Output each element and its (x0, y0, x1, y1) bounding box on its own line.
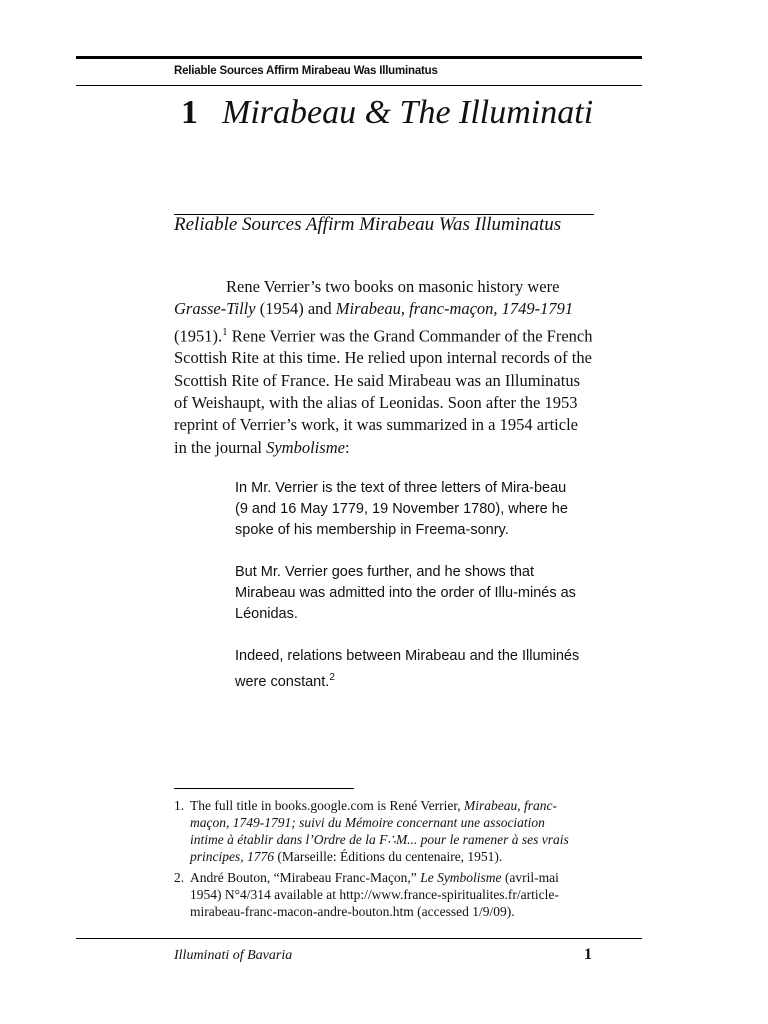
footnote-number: 2. (174, 870, 185, 885)
book-title-footer: Illuminati of Bavaria (174, 948, 293, 963)
section-title: Reliable Sources Affirm Mirabeau Was Illuminatus (174, 214, 562, 235)
footer-rule (76, 938, 642, 939)
quote-paragraph: Indeed, relations between Mirabeau and the Illuminés were constant. (235, 648, 580, 690)
footnote-text (190, 869, 582, 920)
chapter-title: Mirabeau & The Illuminati (222, 94, 594, 131)
top-rule (76, 56, 642, 59)
running-head: Reliable Sources Affirm Mirabeau Was Illuminatus (174, 65, 438, 77)
body-text: Rene Verrier’s two books on masonic history were (226, 277, 560, 296)
body-text: Rene Verrier was the Grand Commander of the French Scottish Rite at this time. He relied upon internal records of the Scottish Rite of France. He said Mirabeau was an Illuminatus of Weishaupt, with the alias of Leonidas. Soon after the 1953 reprint of Verrier’s work, it was summarized in a 1954 article in the journal (174, 326, 593, 457)
footnote-segment: (Marseille: Éditions du centenaire, 1951). (274, 849, 503, 864)
footnote (174, 797, 582, 865)
block-quote (235, 478, 580, 714)
page-number: 1 (584, 946, 592, 963)
journal-title: Symbolisme (266, 437, 345, 457)
footnote-number: 1. (174, 798, 185, 813)
footnote-segment: André Bouton, “Mirabeau Franc-Maçon,” (190, 870, 421, 885)
header-rule (76, 85, 642, 86)
body-text: : (344, 437, 350, 457)
footnote-rule (174, 788, 354, 789)
footnote-ref[interactable]: 1 (222, 325, 228, 338)
footnote-text (190, 797, 582, 865)
quote-paragraph: But Mr. Verrier goes further, and he shows that Mirabeau was admitted into the order of Illu-minés as Léonidas. (235, 564, 576, 622)
book-title: Grasse-Tilly (174, 299, 256, 319)
footnote-ref[interactable]: 2 (329, 672, 335, 683)
chapter-heading (181, 94, 593, 132)
quote-paragraph: In Mr. Verrier is the text of three letters of Mira-beau (9 and 16 May 1779, 19 November 1780), where he spoke of his membership in Freema-sonry. (235, 480, 568, 538)
body-text: (1951). (174, 326, 223, 346)
body-text: (1954) and (255, 299, 336, 319)
footnote-book-title: Mirabeau, franc-maçon, 1749-1791; suivi du Mémoire concernant une association intime à établir dans l’Ordre de la F∴M... pour le ramener à ses vrais principes, 1776 (190, 798, 569, 864)
chapter-number: 1 (181, 94, 198, 131)
footnote-journal-title: Le Symbolisme (420, 870, 502, 885)
footnote-segment: (avril-mai 1954) N°4/314 available at http://www.france-spiritualites.fr/article-mirabeau-franc-macon-andre-bouton.htm (accessed 1/9/09). (190, 870, 559, 919)
footnote-segment: The full title in books.google.com is René Verrier, (190, 798, 465, 813)
body-paragraph (174, 276, 594, 459)
book-title: Mirabeau, franc-maçon, 1749-1791 (335, 299, 574, 319)
footnote (174, 869, 582, 920)
footnotes (174, 797, 582, 924)
